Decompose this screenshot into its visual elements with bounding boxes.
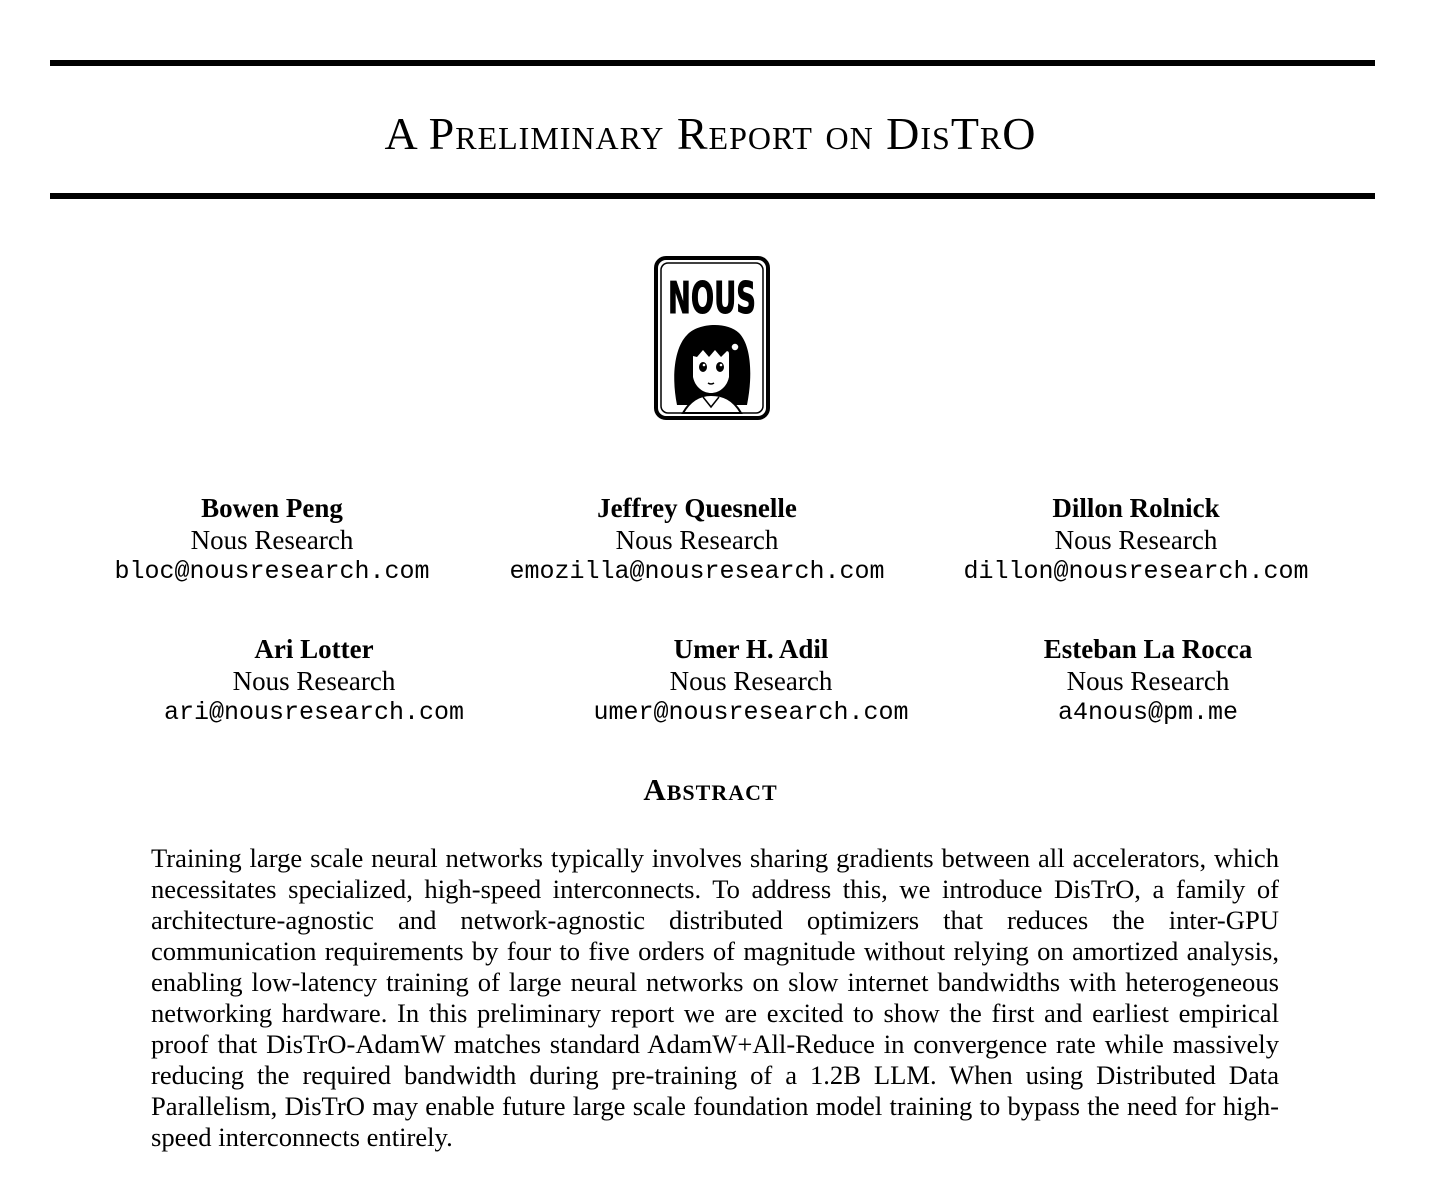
author-email: bloc@nousresearch.com (114, 557, 430, 586)
author-name: Jeffrey Quesnelle (597, 493, 797, 523)
author-block (938, 633, 1358, 729)
paper-title: A Preliminary Report on DisTrO (384, 108, 1037, 159)
abstract-text: Training large scale neural networks typically involves sharing gradients between all accelerators, which necessitates specialized, high-speed interconnects. To address this, we introduce DisTrO, a family of architecture-agnostic and network-agnostic distributed optimizers that reduces the inter-GPU communication requirements by four to five orders of magnitude without relying on amortized analysis, enabling low-latency training of large neural networks on slow internet bandwidths with heterogeneous networking hardware. In this preliminary report we are excited to show the first and earliest empirical proof that DisTrO-AdamW matches standard AdamW+All-Reduce in convergence rate while massively reducing the required bandwidth during pre-training of a 1.2B LLM. When using Distributed Data Parallelism, DisTrO may enable future large scale foundation model training to bypass the need for high-speed interconnects entirely. (151, 843, 1279, 1152)
author-affiliation: Nous Research (1054, 525, 1218, 555)
author-block (926, 492, 1346, 588)
author-email: umer@nousresearch.com (593, 698, 909, 727)
author-name: Bowen Peng (201, 493, 343, 523)
author-affiliation: Nous Research (1066, 666, 1230, 696)
author-block (487, 492, 907, 588)
author-name: Ari Lotter (254, 634, 374, 664)
title-bottom-rule (50, 193, 1375, 199)
author-affiliation: Nous Research (190, 525, 354, 555)
logo-text: NOUS (668, 273, 756, 324)
author-name: Dillon Rolnick (1052, 493, 1220, 523)
title-top-rule (50, 60, 1375, 66)
author-block (62, 492, 482, 588)
author-affiliation: Nous Research (669, 666, 833, 696)
author-affiliation: Nous Research (615, 525, 779, 555)
abstract-heading: Abstract (643, 772, 778, 807)
author-name: Umer H. Adil (673, 634, 829, 664)
author-email: a4nous@pm.me (1057, 698, 1239, 727)
author-block (104, 633, 524, 729)
author-email: ari@nousresearch.com (163, 698, 465, 727)
author-email: dillon@nousresearch.com (963, 557, 1309, 586)
nous-logo-icon (653, 255, 771, 421)
author-affiliation: Nous Research (232, 666, 396, 696)
author-block (541, 633, 961, 729)
author-name: Esteban La Rocca (1043, 634, 1253, 664)
author-email: emozilla@nousresearch.com (509, 557, 885, 586)
